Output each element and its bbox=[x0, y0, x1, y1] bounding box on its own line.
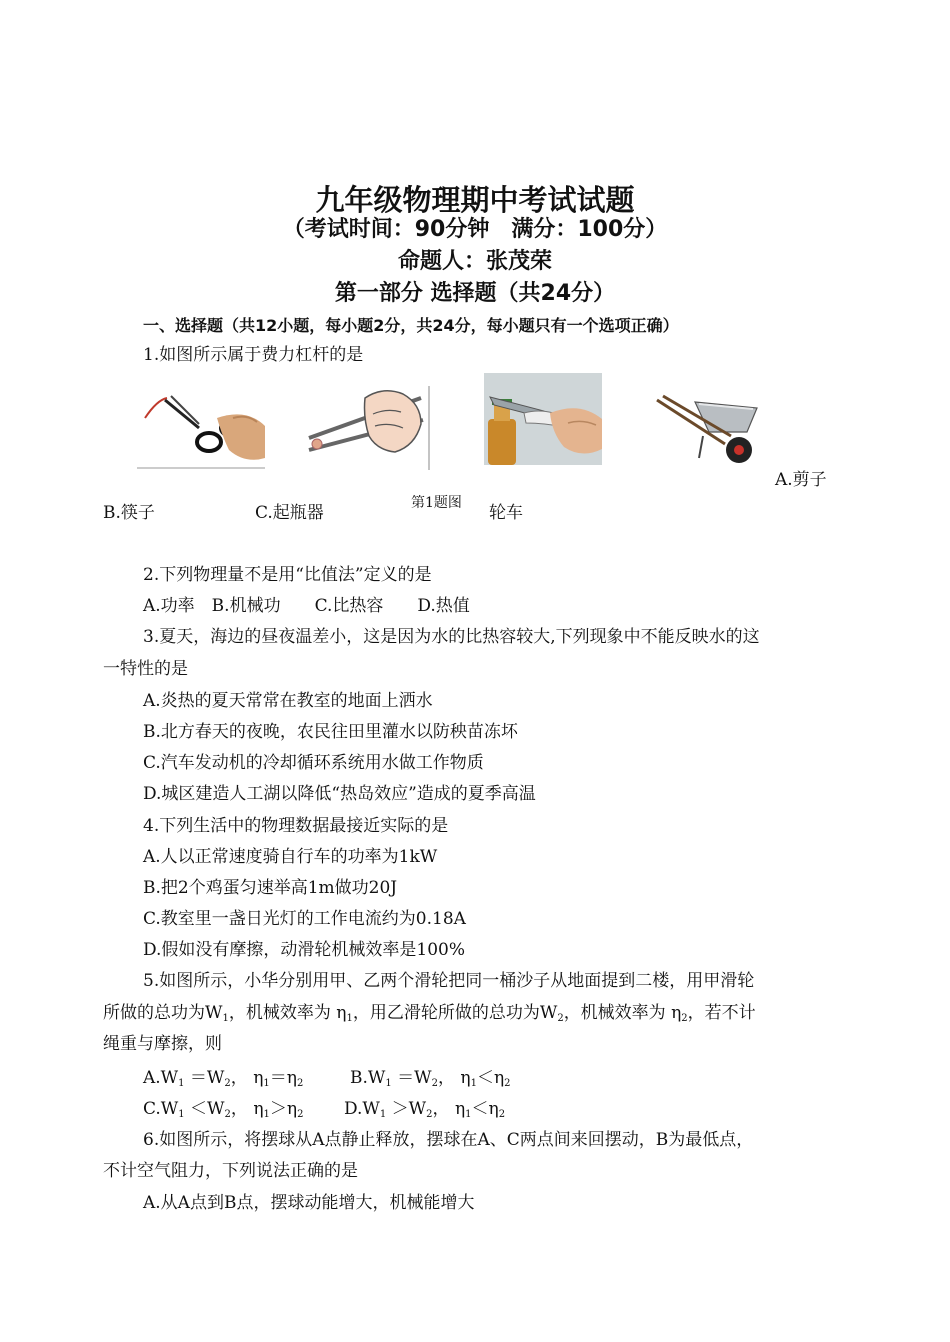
q1-stem: 1.如图所示属于费力杠杆的是 bbox=[143, 345, 364, 365]
q4-option-b: B.把2个鸡蛋匀速举高1m做功20J bbox=[143, 878, 398, 898]
wheelbarrow-image bbox=[655, 392, 760, 466]
q5-option-a: $A.W_1 =W_2$， $\eta_1=\eta_2$ bbox=[143, 1068, 304, 1089]
q1-option-b: B.筷子 bbox=[103, 503, 155, 523]
q2-options: A.功率 B.机械功 C.比热容 D.热值 bbox=[143, 596, 470, 616]
q5-stem-line3: 绳重与摩擦，则 bbox=[103, 1034, 222, 1054]
q3-option-b: B.北方春天的夜晚，农民往田里灌水以防秧苗冻坏 bbox=[143, 722, 518, 742]
q5-stem-line1: 5.如图所示，小华分别用甲、乙两个滑轮把同一桶沙子从地面提到二楼，用甲滑轮 bbox=[143, 971, 755, 991]
q4-option-a: A.人以正常速度骑自行车的功率为1kW bbox=[143, 847, 438, 867]
section-heading: 一、选择题（共12小题，每小题2分，共24分，每小题只有一个选项正确） bbox=[143, 316, 679, 335]
q3-option-a: A.炎热的夏天常常在教室的地面上洒水 bbox=[143, 691, 433, 711]
exam-info: （考试时间：90分钟 满分：100分） bbox=[282, 217, 668, 242]
q6-stem-line2: 不计空气阻力，下列说法正确的是 bbox=[103, 1161, 358, 1181]
part-heading: 第一部分 选择题（共24分） bbox=[334, 281, 616, 306]
q5-option-c: $C.W_1 <W_2$， $\eta_1>\eta_2$ bbox=[143, 1099, 304, 1120]
q1-figure-caption: 第1题图 bbox=[411, 495, 462, 511]
q3-stem-line1: 3.夏天，海边的昼夜温差小，这是因为水的比热容较大,下列现象中不能反映水的这 bbox=[143, 627, 760, 647]
exam-title: 九年级物理期中考试试题 bbox=[315, 183, 635, 217]
q5-stem-line2: 所做的总功为$W_1$，机械效率为 $\eta_1$，用乙滑轮所做的总功为$W_2$，机械效率为 $\eta_2$，若不计 bbox=[103, 1003, 756, 1024]
bottle-opener-image bbox=[484, 373, 602, 465]
q6-option-a: A.从A点到B点，摆球动能增大，机械能增大 bbox=[143, 1193, 475, 1213]
q5-option-b: $B.W_1 =W_2$， $\eta_1<\eta_2$ bbox=[350, 1068, 511, 1089]
exam-author: 命题人：张茂荣 bbox=[397, 249, 552, 274]
q5-option-d: $D.W_1 >W_2$， $\eta_1<\eta_2$ bbox=[344, 1099, 506, 1120]
q1-option-d-fragment: 轮车 bbox=[489, 503, 523, 523]
q4-option-d: D.假如没有摩擦，动滑轮机械效率是100% bbox=[143, 940, 466, 960]
q2-stem: 2.下列物理量不是用“比值法”定义的是 bbox=[143, 565, 432, 585]
q1-option-a: A.剪子 bbox=[775, 470, 827, 490]
q4-stem: 4.下列生活中的物理数据最接近实际的是 bbox=[143, 816, 449, 836]
scissors-image bbox=[137, 378, 265, 470]
q3-option-d: D.城区建造人工湖以降低“热岛效应”造成的夏季高温 bbox=[143, 784, 536, 804]
q1-option-c: C.起瓶器 bbox=[255, 503, 324, 523]
q4-option-c: C.教室里一盏日光灯的工作电流约为0.18A bbox=[143, 909, 466, 929]
q3-stem-line2: 一特性的是 bbox=[103, 659, 188, 679]
q6-stem-line1: 6.如图所示，将摆球从A点静止释放，摆球在A、C两点间来回摆动，B为最低点， bbox=[143, 1130, 754, 1150]
chopsticks-image bbox=[303, 386, 431, 470]
q3-option-c: C.汽车发动机的冷却循环系统用水做工作物质 bbox=[143, 753, 484, 773]
